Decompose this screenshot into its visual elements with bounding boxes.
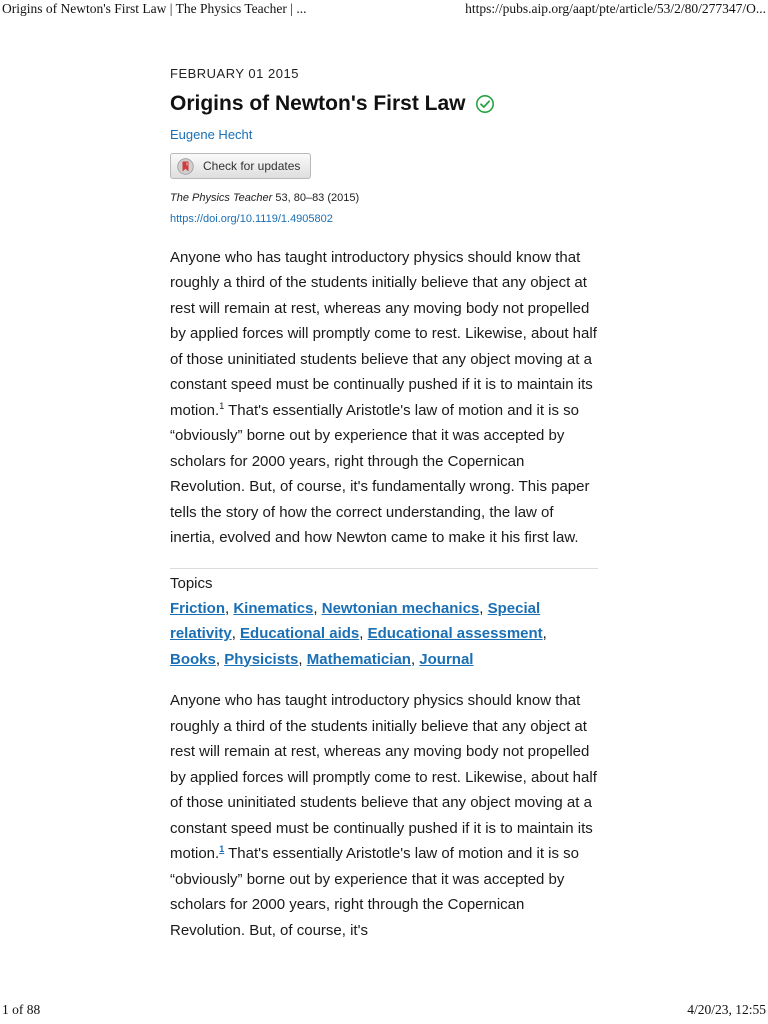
title-row — [170, 88, 600, 120]
topic-separator: , — [215, 650, 225, 668]
abstract — [170, 245, 600, 551]
topic-separator: , — [231, 625, 241, 642]
topic-separator: , — [410, 650, 420, 668]
topics-heading: Topics — [170, 574, 213, 592]
citation-volume-pages: 53, 80–83 (2015) — [272, 191, 360, 204]
topic-separator: , — [298, 650, 307, 668]
print-header — [0, 0, 768, 20]
topic-separator: , — [225, 599, 234, 617]
citation-journal: The Physics Teacher — [170, 191, 273, 204]
article-body — [170, 688, 600, 943]
topic-link[interactable]: Friction — [170, 599, 225, 617]
topic-link[interactable]: Journal — [419, 650, 474, 668]
topic-link[interactable]: Educational assessment — [367, 625, 543, 642]
topic-link[interactable]: Physicists — [224, 650, 299, 668]
print-url: https://pubs.aip.org/aapt/pte/article/53/2/80/277347/O... — [465, 1, 766, 16]
article-title: Origins of Newton's First Law — [170, 92, 466, 115]
abstract-paragraph: Anyone who has taught introductory physics should know that roughly a third of the students initially believe that any object at rest will remain at rest, whereas any moving body not propelled by applied forces will promptly come to rest. Likewise, about half of those uninitiated students believe that any object moving at a constant speed must be continually pushed if it is to maintain its motion.$^1$ That's essentially Aristotle's law of motion and it is so “obviously” borne out by experience that it was accepted by scholars for 2000 years, right through the Copernican Revolution. But, of course, it's fundamentally wrong. This paper tells the story of how the correct understanding, the law of inertia, evolved and how Newton came to make it his first law. — [170, 248, 597, 546]
print-timestamp: 4/20/23, 12:55 — [687, 1002, 766, 1017]
topic-link[interactable]: Mathematician — [306, 650, 411, 668]
topic-separator: , — [313, 599, 322, 617]
divider — [170, 568, 598, 569]
doi-link[interactable]: https://doi.org/10.1119/1.4905802 — [170, 212, 333, 225]
topic-separator: , — [542, 625, 547, 642]
footnote-link[interactable]: 1 — [219, 844, 225, 854]
check-for-updates-label: Check for updates — [203, 159, 301, 173]
page-counter: 1 of 88 — [2, 1002, 41, 1017]
author-link[interactable]: Eugene Hecht — [170, 127, 253, 142]
print-footer — [0, 1002, 768, 1024]
print-page-title: Origins of Newton's First Law | The Physics Teacher | ... — [2, 1, 307, 16]
citation — [170, 190, 600, 206]
check-for-updates-button[interactable] — [170, 153, 311, 179]
topic-separator: , — [359, 625, 368, 642]
topic-link[interactable]: Educational aids — [240, 625, 360, 642]
topics-list — [170, 596, 600, 673]
check-circle-icon — [475, 94, 495, 114]
crossmark-bookmark-icon — [177, 158, 194, 175]
abstract-footnote-marker: 1 — [219, 400, 225, 411]
topic-link[interactable]: Kinematics — [233, 599, 314, 617]
topic-link[interactable]: Books — [170, 650, 216, 668]
topic-link[interactable]: Newtonian mechanics — [321, 599, 480, 617]
topic-link[interactable]: Special relativity — [170, 599, 541, 642]
topic-separator: , — [479, 599, 488, 617]
article-content — [170, 64, 600, 943]
publication-date: FEBRUARY 01 2015 — [170, 66, 299, 81]
body-paragraph: Anyone who has taught introductory physics should know that roughly a third of the students initially believe that any object at rest will remain at rest, whereas any moving body not propelled by applied forces will promptly come to rest. Likewise, about half of those uninitiated students believe that any object moving at a constant speed must be continually pushed if it is to maintain its motion.$^1$ That's essentially Aristotle's law of motion and it is so “obviously” borne out by experience that it was accepted by scholars for 2000 years, right through the Copernican Revolution. But, of course, it's — [170, 692, 597, 939]
